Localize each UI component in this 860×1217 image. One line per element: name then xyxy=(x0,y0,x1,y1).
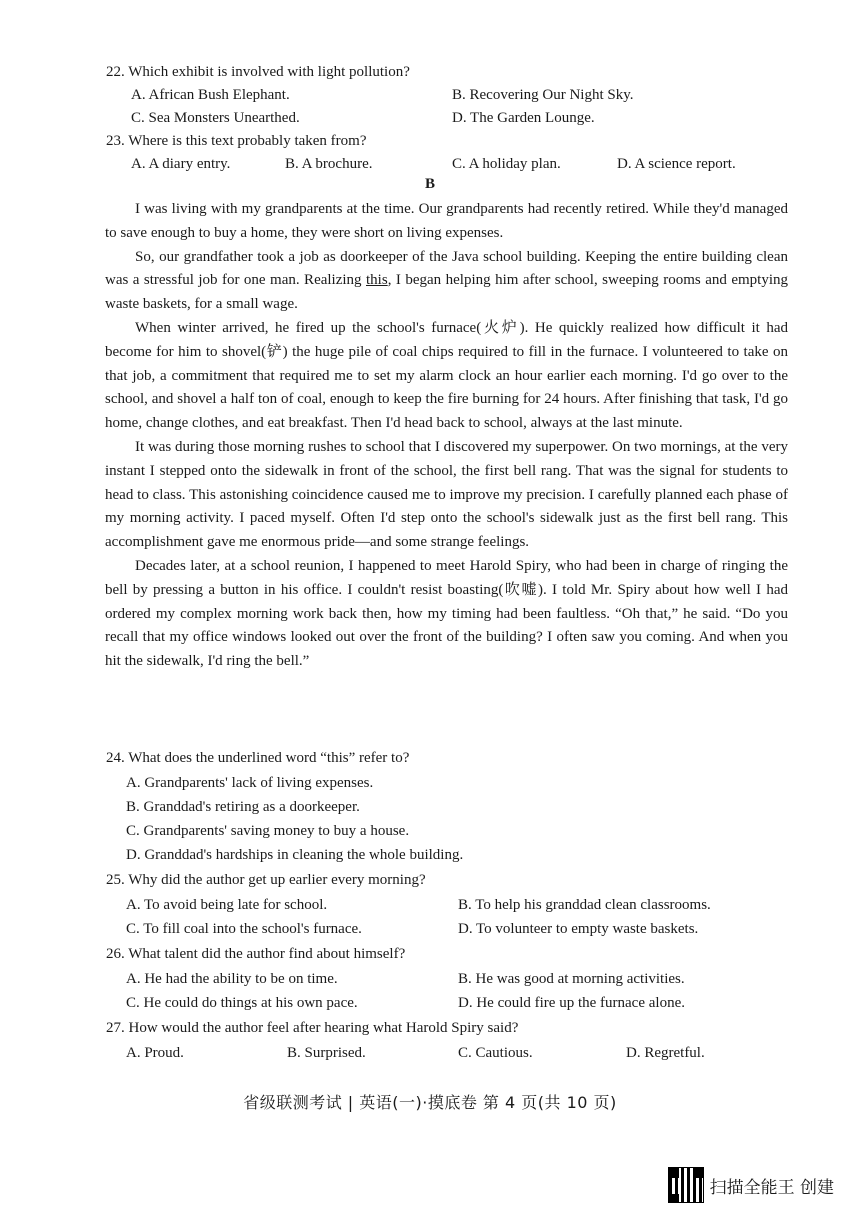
question-26-option-a: A. He had the ability to be on time. xyxy=(126,971,338,987)
question-22-option-d: D. The Garden Lounge. xyxy=(452,110,595,126)
question-23-option-b: B. A brochure. xyxy=(285,156,373,172)
question-22-stem: 22. Which exhibit is involved with light pollution? xyxy=(106,64,410,80)
question-23-option-a: A. A diary entry. xyxy=(131,156,231,172)
question-24-option-c: C. Grandparents' saving money to buy a house. xyxy=(126,823,410,839)
watermark-text: 扫描全能王 创建 xyxy=(709,1177,834,1198)
question-27-option-d: D. Regretful. xyxy=(626,1045,705,1061)
passage-paragraph-3: When winter arrived, he fired up the school's furnace(火炉). He quickly realized how difficult it had become for him to shovel(铲) the huge pile of coal chips required to fill in the furnace. I volunteered to take on that job, a commitment that required me to set my alarm clock an hour earlier each morning. I'd go over to the school, and shovel a half ton of coal, enough to keep the fire burning for 24 hours. After finishing that task, I'd go home, change clothes, and eat breakfast. Then I'd head back to school, always at the last minute. xyxy=(105,319,788,432)
passage-paragraph-1: I was living with my grandparents at the time. Our grandparents had recently retired. While they'd managed to save enough to buy a home, they were short on living expenses. xyxy=(105,201,788,241)
reading-passage xyxy=(105,198,788,674)
passage-paragraph-2-end: , I began helping him after school, sweeping rooms and emptying waste baskets, for a small wage. xyxy=(105,272,788,313)
question-27-option-b: B. Surprised. xyxy=(287,1045,366,1061)
scanner-watermark xyxy=(668,1167,834,1203)
page-footer: 省级联测考试 | 英语(一)·摸底卷 第 4 页(共 10 页) xyxy=(243,1093,617,1112)
question-24-option-b: B. Granddad's retiring as a doorkeeper. xyxy=(126,799,360,815)
question-23-stem: 23. Where is this text probably taken from? xyxy=(106,133,367,149)
question-27-option-a: A. Proud. xyxy=(126,1045,184,1061)
passage-paragraph-5: Decades later, at a school reunion, I happened to meet Harold Spiry, who had been in charge of ringing the bell by pressing a button in his office. I couldn't resist boasting(吹嘘). I told Mr. Spiry about how well I had ordered my complex morning work back then, how my timing had been faultless. “Oh that,” he said. “Do you recall that my office windows looked out over the front of the building? I often saw you coming. And when you hit the sidewalk, I'd ring the bell.” xyxy=(105,557,788,670)
question-22-option-b: B. Recovering Our Night Sky. xyxy=(452,87,634,103)
question-23-option-c: C. A holiday plan. xyxy=(452,156,561,172)
question-22-option-c: C. Sea Monsters Unearthed. xyxy=(131,110,300,126)
question-26-option-c: C. He could do things at his own pace. xyxy=(126,995,358,1011)
question-25-stem: 25. Why did the author get up earlier every morning? xyxy=(106,872,426,888)
question-27-option-c: C. Cautious. xyxy=(458,1045,533,1061)
question-24-option-d: D. Granddad's hardships in cleaning the whole building. xyxy=(126,847,464,863)
passage-paragraph-4: It was during those morning rushes to school that I discovered my superpower. On two mornings, at the very instant I stepped onto the sidewalk in front of the school, the first bell rang. That was the signal for students to head to class. This astonishing coincidence caused me to improve my precision. I carefully planned each phase of my morning activity. I paced myself. Often I'd step onto the school's sidewalk just as the first bell rang. This accomplishment gave me enormous pride—and some strange feelings. xyxy=(105,438,788,551)
qr-code-icon xyxy=(668,1167,704,1203)
passage-paragraph-2 xyxy=(105,246,788,317)
question-23-option-d: D. A science report. xyxy=(617,156,736,172)
question-25-option-b: B. To help his granddad clean classrooms. xyxy=(458,897,711,913)
underlined-word-this: this xyxy=(366,272,388,289)
question-25-option-c: C. To fill coal into the school's furnace. xyxy=(126,921,362,937)
section-title: B xyxy=(424,176,435,192)
question-26-option-b: B. He was good at morning activities. xyxy=(458,971,685,987)
question-27-stem: 27. How would the author feel after hearing what Harold Spiry said? xyxy=(106,1020,519,1036)
question-26-stem: 26. What talent did the author find about himself? xyxy=(106,946,406,962)
question-26-option-d: D. He could fire up the furnace alone. xyxy=(458,995,685,1011)
question-24-stem: 24. What does the underlined word “this” refer to? xyxy=(106,750,410,766)
question-22-option-a: A. African Bush Elephant. xyxy=(131,87,290,103)
question-24-option-a: A. Grandparents' lack of living expenses. xyxy=(126,775,374,791)
question-25-option-a: A. To avoid being late for school. xyxy=(126,897,328,913)
passage-paragraph-2-start: So, our grandfather took a job as doorkeeper of the Java school building. Keeping the entire building clean was a stressful job for one man. Realizing xyxy=(105,248,788,289)
question-25-option-d: D. To volunteer to empty waste baskets. xyxy=(458,921,699,937)
